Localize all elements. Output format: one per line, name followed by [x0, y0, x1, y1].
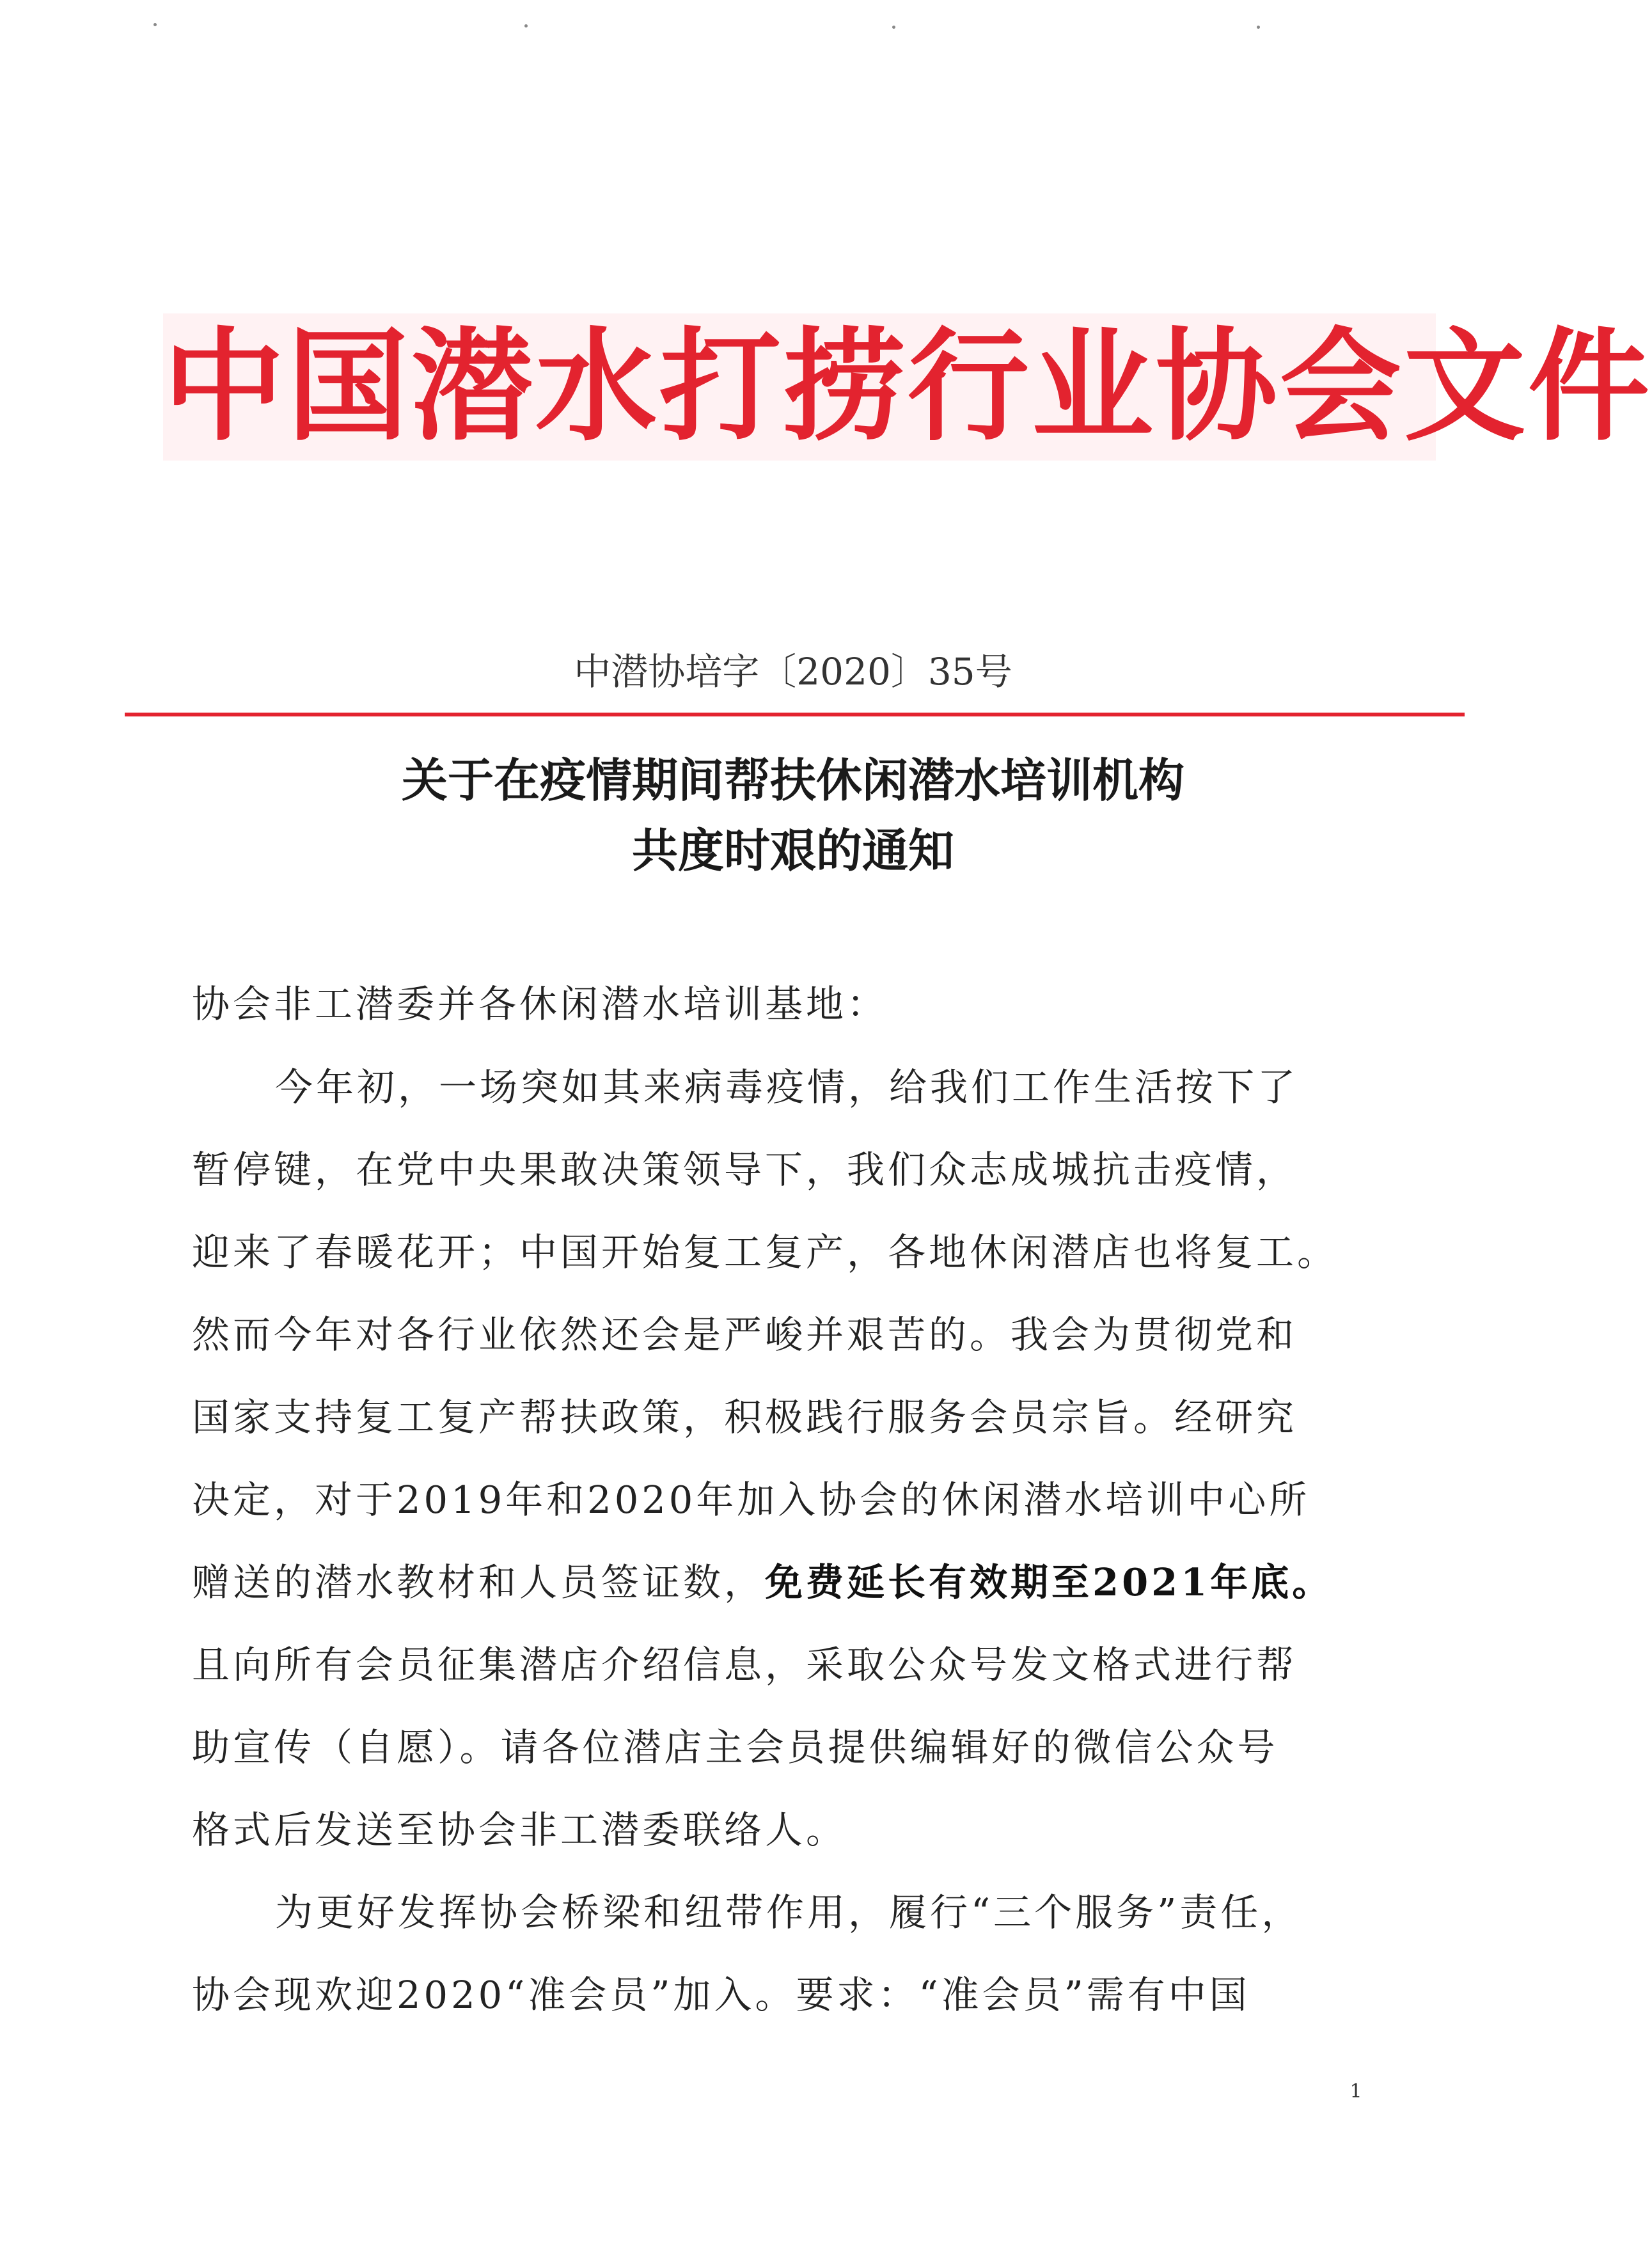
- body-line: 为更好发挥协会桥梁和纽带作用，履行“三个服务”责任，: [275, 1890, 1303, 1934]
- emphasized-text: 免费延长有效期至2021年底。: [765, 1560, 1333, 1604]
- body-line: 然而今年对各行业依然还会是严峻并艰苦的。我会为贯彻党和: [192, 1313, 1298, 1357]
- body-line: 且向所有会员征集潜店介绍信息，采取公众号发文格式进行帮: [192, 1643, 1298, 1687]
- document-title-line-2: 共度时艰的通知: [631, 824, 954, 878]
- body-line: 协会现欢迎2020“准会员”加入。要求：“准会员”需有中国: [192, 1973, 1250, 2017]
- page-number: 1: [1349, 2080, 1362, 2103]
- body-line: 助宣传（自愿）。请各位潜店主会员提供编辑好的微信公众号: [192, 1725, 1278, 1769]
- body-line: 国家支持复工复产帮扶政策，积极践行服务会员宗旨。经研究: [192, 1395, 1298, 1439]
- red-divider-line: [125, 713, 1465, 716]
- body-line: 今年初，一场突如其来病毒疫情，给我们工作生活按下了: [275, 1065, 1299, 1109]
- scan-speck: [892, 26, 895, 29]
- body-text: 赠送的潜水教材和人员签证数，: [192, 1560, 766, 1604]
- body-line: 决定，对于2019年和2020年加入协会的休闲潜水培训中心所: [192, 1478, 1310, 1522]
- scan-speck: [524, 24, 528, 28]
- salutation: 协会非工潜委并各休闲潜水培训基地：: [192, 982, 888, 1026]
- scan-speck: [1257, 26, 1260, 29]
- body-line: [192, 1557, 1362, 1608]
- body-line: 迎来了春暖花开；中国开始复工复产，各地休闲潜店也将复工。: [192, 1230, 1339, 1274]
- body-line: 格式后发送至协会非工潜委联络人。: [192, 1808, 847, 1852]
- document-number: 中潜协培字〔2020〕35号: [574, 650, 1012, 693]
- document-title-line-1: 关于在疫情期间帮扶休闲潜水培训机构: [401, 754, 1184, 807]
- scan-speck: [153, 23, 157, 26]
- letterhead-issuer: 中国潜水打捞行业协会文件: [163, 313, 1436, 461]
- body-line: 暂停键，在党中央果敢决策领导下，我们众志成城抗击疫情，: [192, 1148, 1298, 1192]
